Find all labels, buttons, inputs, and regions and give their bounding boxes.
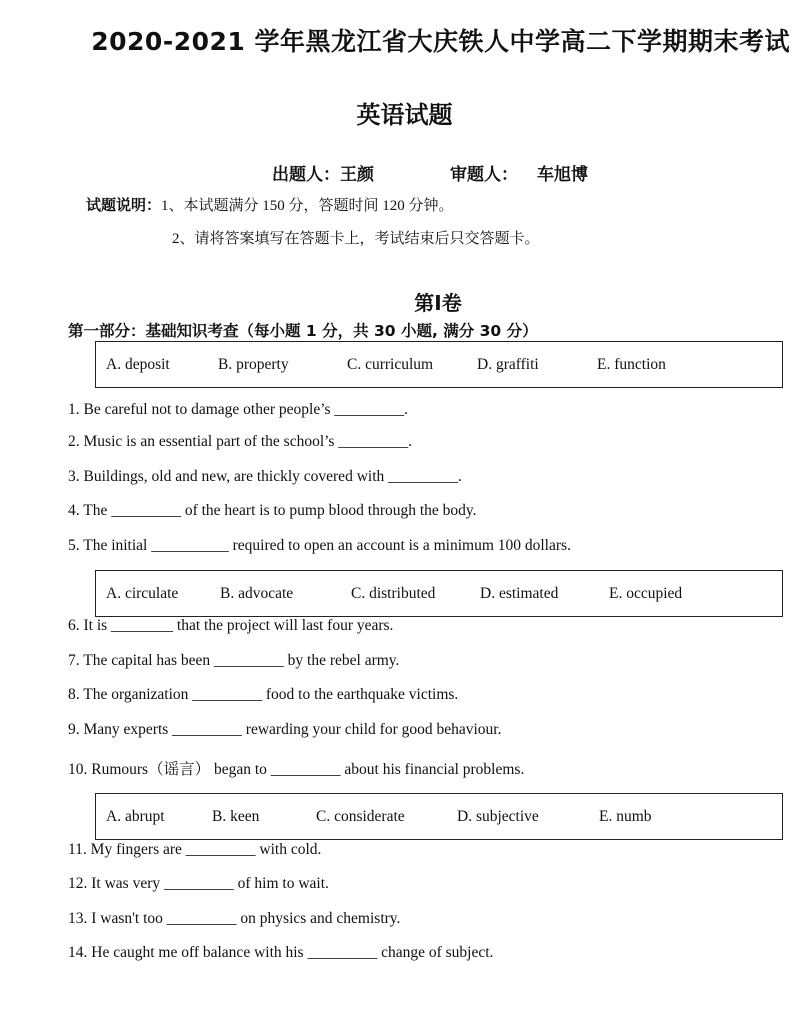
question: 13. I wasn't too _________ on physics and chemistry. <box>68 910 401 927</box>
question: 5. The initial __________ required to open an account is a minimum 100 dollars. <box>68 537 571 554</box>
word-option: C. curriculum <box>347 355 434 373</box>
word-option: B. keen <box>212 807 260 825</box>
word-bank-box-1 <box>95 341 783 388</box>
word-option: D. graffiti <box>477 355 539 373</box>
question: 6. It is ________ that the project will last four years. <box>68 617 394 634</box>
exam-title: 2020-2021 学年黑龙江省大庆铁人中学高二下学期期末考试 <box>91 27 790 56</box>
reviewer-label: 审题人： <box>450 165 518 185</box>
question: 8. The organization _________ food to the earthquake victims. <box>68 686 459 703</box>
word-option: D. subjective <box>457 807 539 825</box>
question: 10. Rumours（谣言） began to _________ about his financial problems. <box>68 761 525 778</box>
word-option: A. circulate <box>106 584 179 602</box>
instructions-label: 试题说明： <box>86 196 162 214</box>
word-option: A. deposit <box>106 355 170 373</box>
word-option: A. abrupt <box>106 807 165 825</box>
instructions-line2: 2、请将答案填写在答题卡上，考试结束后只交答题卡。 <box>172 231 540 247</box>
word-option: C. considerate <box>316 807 405 825</box>
word-option: D. estimated <box>480 584 559 602</box>
word-option: E. numb <box>599 807 652 825</box>
word-option: B. property <box>218 355 289 373</box>
word-bank-box-2 <box>95 570 783 617</box>
question: 1. Be careful not to damage other people’s _________. <box>68 401 409 418</box>
question: 14. He caught me off balance with his _________ change of subject. <box>68 944 494 961</box>
word-option: B. advocate <box>220 584 294 602</box>
part-title: 第一部分：基础知识考查（每小题 1 分，共 30 小题, 满分 30 分） <box>68 322 538 340</box>
question: 11. My fingers are _________ with cold. <box>68 841 322 858</box>
word-bank-box-3 <box>95 793 783 840</box>
word-option: E. occupied <box>609 584 683 602</box>
section-title: 第Ⅰ卷 <box>414 291 462 315</box>
question: 3. Buildings, old and new, are thickly covered with _________. <box>68 468 462 485</box>
question: 2. Music is an essential part of the school’s _________. <box>68 433 412 450</box>
question: 7. The capital has been _________ by the rebel army. <box>68 652 400 669</box>
question: 9. Many experts _________ rewarding your child for good behaviour. <box>68 721 502 738</box>
word-option: C. distributed <box>351 584 436 602</box>
question: 4. The _________ of the heart is to pump blood through the body. <box>68 502 477 519</box>
author-label: 出题人：王颜 <box>272 165 374 185</box>
instructions-line1 <box>86 194 454 215</box>
reviewer-name: 车旭博 <box>537 165 588 185</box>
exam-subtitle: 英语试题 <box>356 101 453 129</box>
question: 12. It was very _________ of him to wait. <box>68 875 329 892</box>
word-option: E. function <box>597 355 666 373</box>
instructions-text1: 1、本试题满分 150 分，答题时间 120 分钟。 <box>161 198 454 214</box>
